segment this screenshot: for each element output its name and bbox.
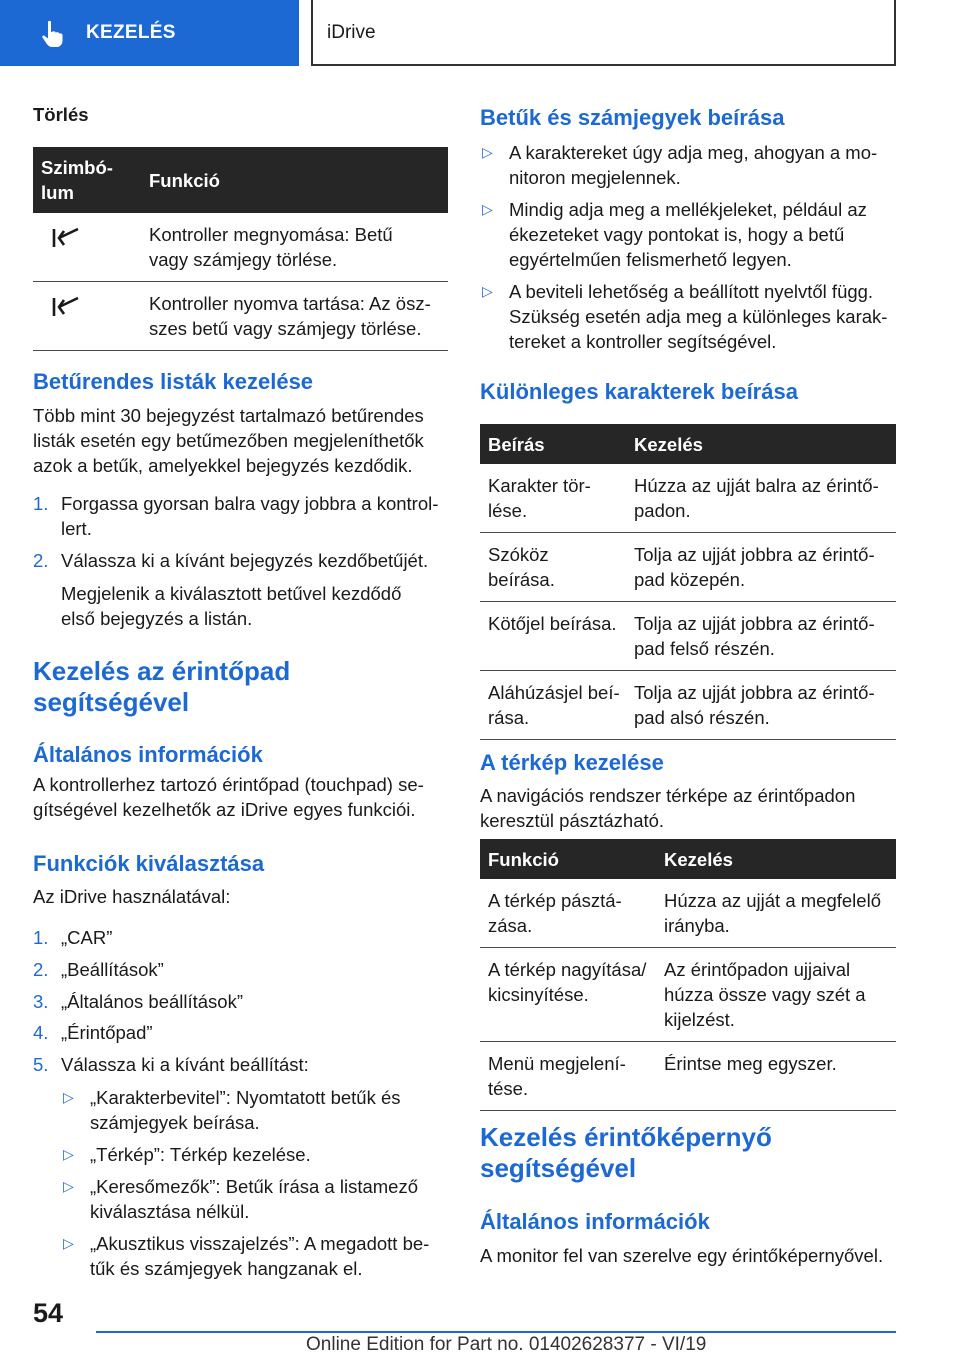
table-row bbox=[480, 879, 896, 948]
table-row bbox=[33, 213, 448, 282]
select-intro: Az iDrive használatával: bbox=[33, 886, 231, 907]
delete-table bbox=[33, 147, 448, 351]
table-cell: Húzza az ujját balra az érintő- padon. bbox=[626, 464, 896, 533]
option-text: „Térkép”: Térkép kezelése. bbox=[90, 1144, 311, 1165]
select-step bbox=[33, 1020, 448, 1045]
table-cell: Aláhúzásjel beí- rása. bbox=[480, 671, 626, 740]
column-header: Szimbó- lum bbox=[33, 147, 141, 213]
table-cell: Menü megjelení- tése. bbox=[480, 1042, 656, 1111]
alpha-text: Több mint 30 bejegyzést tartalmazó betűrendes listák esetén egy betűmezőben megjeleníthetők azok a betűk, amelyekkel bejegyzés kezdődik. bbox=[33, 405, 424, 476]
select-step bbox=[33, 957, 448, 982]
triangle-bullet-icon: ▷ bbox=[63, 1089, 74, 1105]
section-tab bbox=[0, 0, 299, 66]
chapter-label: iDrive bbox=[327, 22, 376, 43]
step-number: 3. bbox=[33, 991, 49, 1012]
delete-back-icon bbox=[51, 227, 81, 249]
page-number: 54 bbox=[33, 1298, 64, 1328]
general-text: A kontrollerhez tartozó érintőpad (touchpad) se- gítségével kezelhetők az iDrive egyes funkciói. bbox=[33, 774, 424, 820]
step-text: „CAR” bbox=[61, 927, 113, 948]
step-number: 1. bbox=[33, 493, 49, 514]
triangle-bullet-icon: ▷ bbox=[482, 201, 493, 217]
step-number: 5. bbox=[33, 1054, 49, 1075]
column-header: Funkció bbox=[141, 147, 448, 213]
step-number: 1. bbox=[33, 927, 49, 948]
general-title: Általános információk bbox=[33, 742, 263, 767]
triangle-bullet-icon: ▷ bbox=[482, 283, 493, 299]
table-cell: Szóköz beírása. bbox=[480, 533, 626, 602]
chapter-box bbox=[311, 0, 896, 66]
column-header: Kezelés bbox=[656, 839, 896, 879]
screen-text: A monitor fel van szerelve egy érintőképernyővel. bbox=[480, 1245, 884, 1266]
table-row bbox=[480, 1042, 896, 1111]
column-header: Beírás bbox=[480, 424, 626, 464]
table-cell: Húzza az ujját a megfelelő irányba. bbox=[656, 879, 896, 948]
bullet-text: A beviteli lehetőség a beállított nyelvtől függ. Szükség esetén adja meg a különleges karak- tereket a kontroller segítségével. bbox=[509, 281, 888, 352]
step-text: „Beállítások” bbox=[61, 959, 164, 980]
step-text: „Általános beállítások” bbox=[61, 991, 244, 1012]
bullet-text: Mindig adja meg a mellékjeleket, például az ékezeteket vagy pontokat is, hogy a betű egyértelműen felismerhető legyen. bbox=[509, 199, 867, 270]
step-text: Válassza ki a kívánt bejegyzés kezdőbetűjét. bbox=[61, 550, 429, 571]
map-title: A térkép kezelése bbox=[480, 750, 664, 775]
select-step bbox=[33, 925, 448, 950]
screen-title: Kezelés érintőképernyő segítségével bbox=[480, 1122, 772, 1183]
table-cell: Tolja az ujját jobbra az érintő- pad alsó részén. bbox=[626, 671, 896, 740]
table-cell: Tolja az ujját jobbra az érintő- pad felső részén. bbox=[626, 602, 896, 671]
table-cell: A térkép pásztá- zása. bbox=[480, 879, 656, 948]
bullet-text: A karaktereket úgy adja meg, ahogyan a mo- nitoron megjelennek. bbox=[509, 142, 878, 188]
table-cell: Tolja az ujját jobbra az érintő- pad közepén. bbox=[626, 533, 896, 602]
triangle-bullet-icon: ▷ bbox=[63, 1235, 74, 1251]
delete-back-icon bbox=[51, 296, 81, 318]
map-table bbox=[480, 839, 896, 1111]
column-header: Funkció bbox=[480, 839, 656, 879]
footer-divider bbox=[96, 1331, 896, 1333]
screen-general-title: Általános információk bbox=[480, 1209, 710, 1234]
table-row bbox=[33, 282, 448, 351]
table-cell: Érintse meg egyszer. bbox=[656, 1042, 896, 1111]
table-cell: Kötőjel beírása. bbox=[480, 602, 626, 671]
step-text: „Érintőpad” bbox=[61, 1022, 153, 1043]
alpha-title: Betűrendes listák kezelése bbox=[33, 369, 314, 394]
table-cell: Az érintőpadon ujjaival húzza össze vagy szét a kijelzést. bbox=[656, 948, 896, 1042]
triangle-bullet-icon: ▷ bbox=[63, 1146, 74, 1162]
table-row bbox=[480, 602, 896, 671]
function-cell: Kontroller megnyomása: Betű vagy számjegy törlése. bbox=[141, 213, 448, 282]
edition-note: Online Edition for Part no. 01402628377 - VI/19 bbox=[306, 1334, 707, 1355]
table-row bbox=[480, 464, 896, 533]
step-text: Forgassa gyorsan balra vagy jobbra a kontrol- lert. bbox=[61, 493, 439, 539]
special-title: Különleges karakterek beírása bbox=[480, 379, 798, 404]
table-cell: Karakter tör- lése. bbox=[480, 464, 626, 533]
table-row bbox=[480, 948, 896, 1042]
symbol-cell bbox=[33, 282, 141, 351]
hand-touch-icon bbox=[40, 20, 66, 48]
select-step bbox=[33, 1052, 448, 1077]
select-step bbox=[33, 989, 448, 1014]
function-cell: Kontroller nyomva tartása: Az ösz- szes betű vagy számjegy törlése. bbox=[141, 282, 448, 351]
letters-title: Betűk és számjegyek beírása bbox=[480, 105, 785, 130]
special-table-header bbox=[480, 424, 896, 464]
map-text: A navigációs rendszer térképe az érintőpadon keresztül pásztázható. bbox=[480, 785, 856, 831]
step-number: 4. bbox=[33, 1022, 49, 1043]
step-number: 2. bbox=[33, 959, 49, 980]
map-table-header bbox=[480, 839, 896, 879]
triangle-bullet-icon: ▷ bbox=[482, 144, 493, 160]
column-header: Kezelés bbox=[626, 424, 896, 464]
special-table bbox=[480, 424, 896, 740]
step-text: Válassza ki a kívánt beállítást: bbox=[61, 1054, 309, 1075]
table-row bbox=[480, 671, 896, 740]
alpha-result: Megjelenik a kiválasztott betűvel kezdődő első bejegyzés a listán. bbox=[61, 583, 402, 629]
option-text: „Akusztikus visszajelzés”: A megadott be- tűk és számjegyek hangzanak el. bbox=[90, 1233, 430, 1279]
torles-title: Törlés bbox=[33, 104, 89, 125]
table-cell: A térkép nagyítása/ kicsinyítése. bbox=[480, 948, 656, 1042]
touchpad-title: Kezelés az érintőpad segítségével bbox=[33, 656, 291, 717]
symbol-cell bbox=[33, 213, 141, 282]
section-label: KEZELÉS bbox=[86, 22, 176, 43]
option-text: „Karakterbevitel”: Nyomtatott betűk és számjegyek beírása. bbox=[90, 1087, 401, 1133]
table-row bbox=[480, 533, 896, 602]
delete-table-header bbox=[33, 147, 448, 213]
triangle-bullet-icon: ▷ bbox=[63, 1178, 74, 1194]
select-title: Funkciók kiválasztása bbox=[33, 851, 265, 876]
option-text: „Keresőmezők”: Betűk írása a listamező kiválasztása nélkül. bbox=[90, 1176, 418, 1222]
step-number: 2. bbox=[33, 550, 49, 571]
